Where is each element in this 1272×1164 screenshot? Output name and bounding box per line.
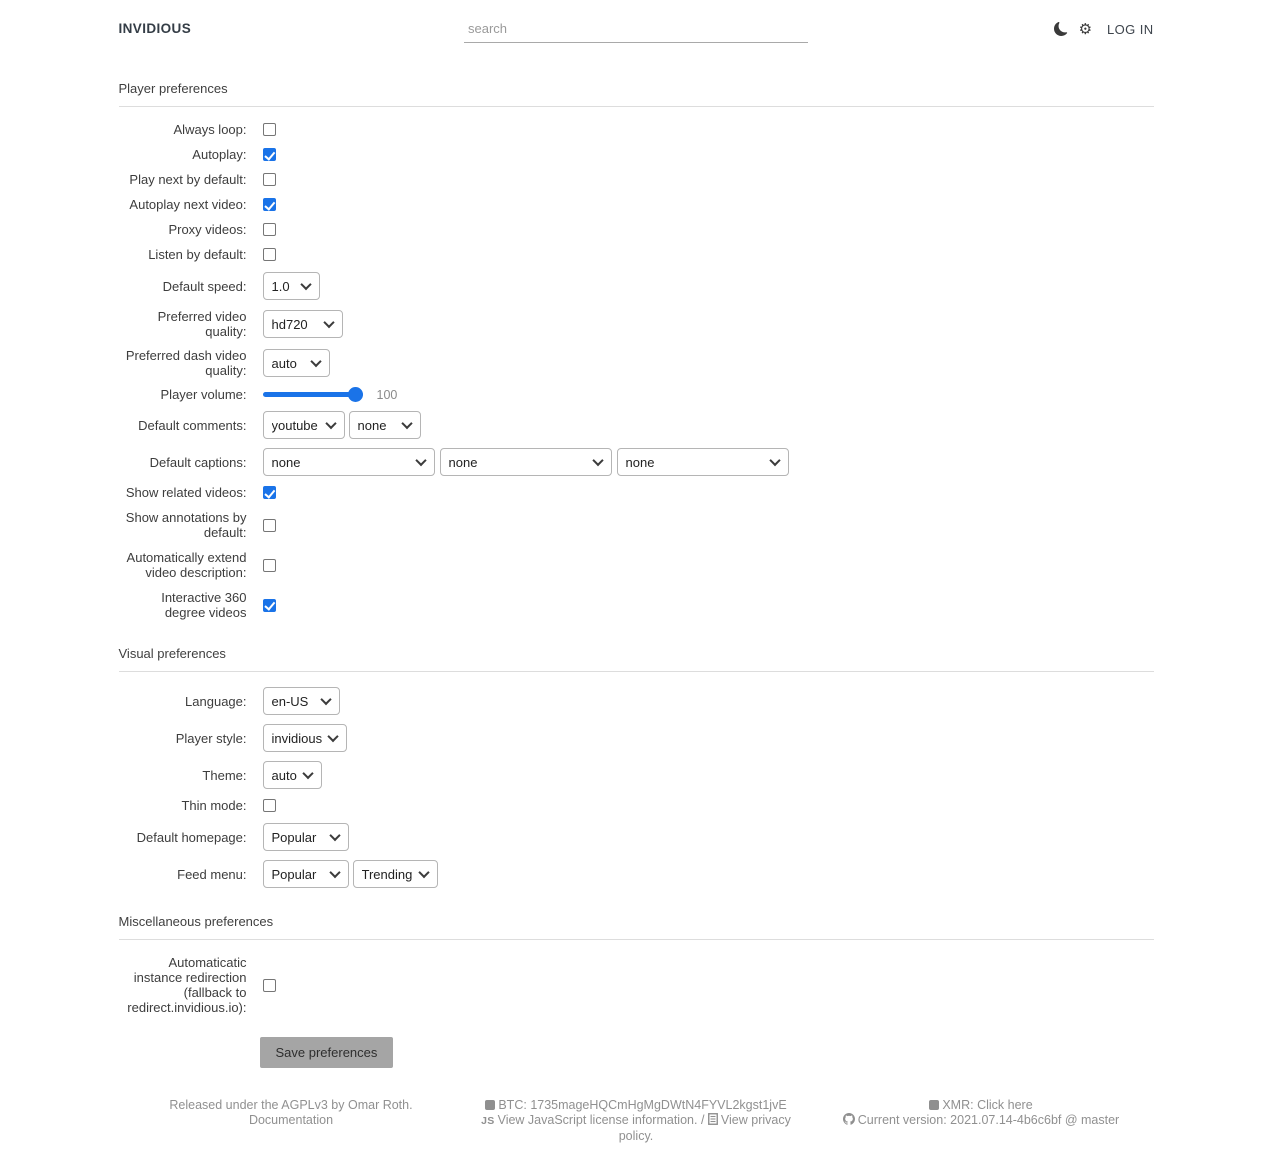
field-label: Preferred dash video quality: — [125, 348, 247, 378]
btc-coin-icon — [485, 1100, 495, 1110]
theme-select[interactable] — [263, 761, 322, 789]
field-label: Proxy videos: — [168, 222, 247, 237]
preferences-gear-icon[interactable]: ⚙ — [1078, 20, 1093, 38]
field-label: Default comments: — [138, 417, 247, 433]
volume-value: 100 — [376, 387, 398, 402]
page-container — [119, 0, 1154, 1164]
dark-mode-moon-icon[interactable] — [1054, 22, 1068, 36]
document-icon — [708, 1113, 718, 1129]
xmr-coin-icon — [929, 1100, 939, 1110]
pref-row-listen-default — [119, 247, 1154, 262]
pref-row-thin-mode — [119, 798, 1154, 813]
thin-mode-checkbox[interactable] — [263, 799, 276, 812]
field-label: Player volume: — [160, 387, 247, 402]
footer — [119, 1098, 1154, 1164]
volume-slider[interactable] — [263, 392, 363, 397]
footer-separator: / — [700, 1113, 705, 1127]
pref-row-annotations — [119, 510, 1154, 540]
dash-quality-select[interactable] — [263, 349, 330, 377]
save-preferences-button[interactable]: Save preferences — [260, 1037, 394, 1068]
instance-redirect-checkbox[interactable] — [263, 979, 276, 992]
field-label: Feed menu: — [177, 866, 247, 882]
documentation-link[interactable]: Documentation — [248, 1113, 334, 1127]
section-title-player: Player preferences — [119, 81, 1154, 107]
related-videos-checkbox[interactable] — [263, 486, 276, 499]
footer-center — [464, 1098, 809, 1144]
pref-row-dash-quality — [119, 348, 1154, 378]
save-row — [119, 1037, 1154, 1068]
pref-row-proxy-videos — [119, 222, 1154, 237]
section-title-visual: Visual preferences — [119, 646, 1154, 672]
pref-row-autoplay — [119, 147, 1154, 162]
privacy-policy-link[interactable]: View privacy policy. — [618, 1113, 791, 1143]
player-style-select[interactable] — [263, 724, 347, 752]
field-label: Automaticatic instance redirection (fallback to redirect.invidious.io): — [127, 955, 247, 1015]
comments-source-1-select[interactable] — [263, 411, 345, 439]
pref-row-player-volume — [119, 387, 1154, 402]
pref-row-default-comments — [119, 411, 1154, 439]
license-text: Released under the AGPLv3 by Omar Roth. — [169, 1098, 413, 1112]
pref-row-related-videos — [119, 485, 1154, 500]
footer-left — [119, 1098, 464, 1144]
xmr-click-here-link[interactable]: Click here — [977, 1098, 1033, 1112]
pref-row-extend-description — [119, 550, 1154, 580]
btc-address: 1735mageHQCmHgMgDWtN4FYVL2kgst1jvE — [530, 1098, 787, 1112]
js-icon: JS — [481, 1115, 495, 1127]
pref-row-default-speed — [119, 272, 1154, 300]
pref-row-player-style — [119, 724, 1154, 752]
field-label: Autoplay: — [192, 147, 247, 162]
pref-row-video-quality — [119, 309, 1154, 339]
field-label: Theme: — [202, 767, 247, 783]
field-label: Automatically extend video description: — [126, 550, 247, 580]
captions-1-select[interactable] — [263, 448, 435, 476]
github-icon — [843, 1113, 855, 1129]
language-select[interactable] — [263, 687, 340, 715]
feed-menu-1-select[interactable] — [263, 860, 349, 888]
field-label: Default homepage: — [136, 829, 247, 845]
field-label: Interactive 360 degree videos — [161, 590, 247, 620]
pref-row-default-captions — [119, 448, 1154, 476]
search-input[interactable] — [464, 15, 808, 43]
field-label: Language: — [185, 693, 247, 709]
pref-row-360-videos — [119, 590, 1154, 620]
field-label: Play next by default: — [129, 172, 247, 187]
top-navbar — [119, 0, 1154, 55]
proxy-videos-checkbox[interactable] — [263, 223, 276, 236]
login-link[interactable]: LOG IN — [1107, 21, 1154, 37]
feed-menu-2-select[interactable] — [353, 860, 438, 888]
version-text: Current version: 2021.07.14-4b6c6bf @ master — [857, 1113, 1120, 1127]
captions-3-select[interactable] — [617, 448, 789, 476]
xmr-label: XMR: — [942, 1098, 974, 1112]
field-label: Default speed: — [162, 278, 247, 294]
field-label: Autoplay next video: — [129, 197, 247, 212]
autoplay-checkbox[interactable] — [263, 148, 276, 161]
field-label: Listen by default: — [148, 247, 247, 262]
pref-row-default-homepage — [119, 823, 1154, 851]
pref-row-autoplay-next — [119, 197, 1154, 212]
annotations-checkbox[interactable] — [263, 519, 276, 532]
pref-row-theme — [119, 761, 1154, 789]
pref-row-feed-menu — [119, 860, 1154, 888]
field-label: Show related videos: — [125, 485, 247, 500]
btc-label: BTC: — [498, 1098, 527, 1112]
captions-2-select[interactable] — [440, 448, 612, 476]
brand-logo[interactable]: INVIDIOUS — [118, 21, 192, 36]
field-label: Show annotations by default: — [125, 510, 247, 540]
pref-row-always-loop — [119, 122, 1154, 137]
field-label: Thin mode: — [181, 798, 247, 813]
extend-description-checkbox[interactable] — [263, 559, 276, 572]
field-label: Preferred video quality: — [157, 309, 247, 339]
default-homepage-select[interactable] — [263, 823, 349, 851]
pref-row-language — [119, 687, 1154, 715]
autoplay-next-checkbox[interactable] — [263, 198, 276, 211]
field-label: Default captions: — [149, 454, 247, 470]
interactive-360-checkbox[interactable] — [263, 599, 276, 612]
default-speed-select[interactable] — [263, 272, 320, 300]
js-license-link[interactable]: View JavaScript license information. — [497, 1113, 698, 1127]
video-quality-select[interactable] — [263, 310, 343, 338]
footer-right — [809, 1098, 1154, 1144]
play-next-checkbox[interactable] — [263, 173, 276, 186]
section-title-misc: Miscellaneous preferences — [119, 914, 1154, 940]
field-label: Player style: — [175, 730, 247, 746]
listen-default-checkbox[interactable] — [263, 248, 276, 261]
pref-row-instance-redirect — [119, 955, 1154, 1015]
always-loop-checkbox[interactable] — [263, 123, 276, 136]
comments-source-2-select[interactable] — [349, 411, 421, 439]
pref-row-play-next — [119, 172, 1154, 187]
field-label: Always loop: — [173, 122, 247, 137]
